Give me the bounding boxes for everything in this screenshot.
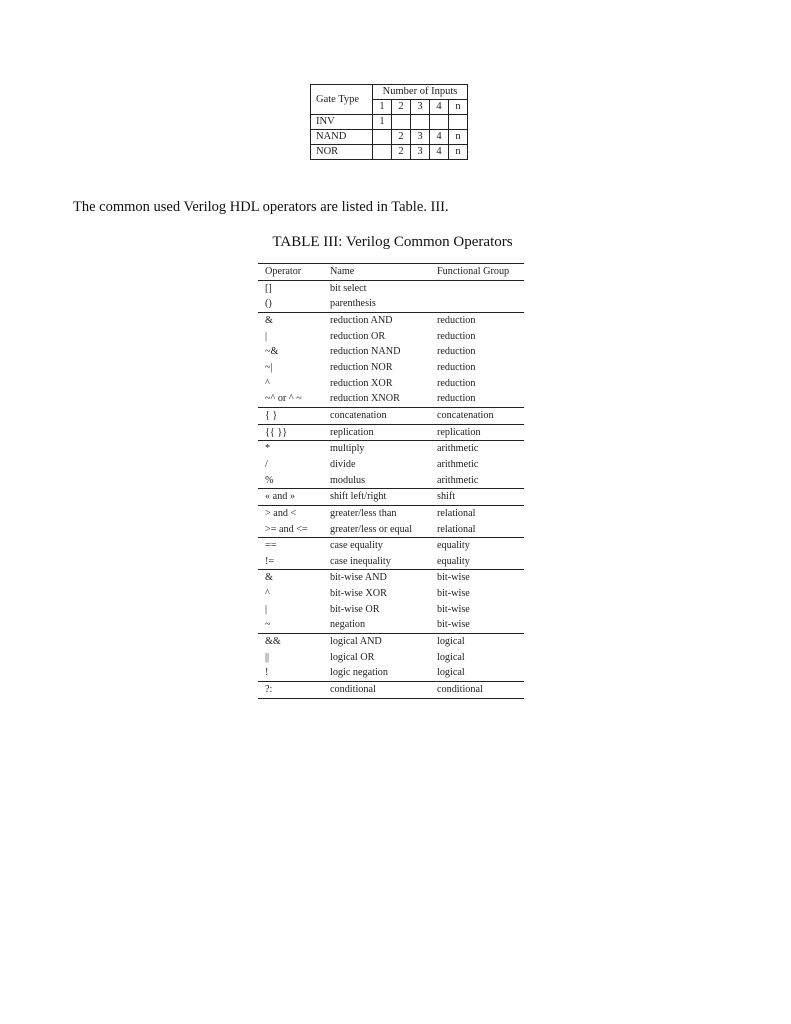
table-row <box>258 489 524 506</box>
gate-table-row <box>311 145 468 160</box>
name-cell: conditional <box>323 682 430 699</box>
operator-cell: ~ <box>258 617 323 633</box>
name-cell: reduction XNOR <box>323 391 430 407</box>
gate-cell <box>430 115 449 130</box>
table-row <box>258 329 524 345</box>
operator-cell: ~& <box>265 346 279 358</box>
operator-cell: / <box>265 458 268 470</box>
name-cell: logic negation <box>323 665 430 681</box>
name-cell: negation <box>323 617 430 633</box>
gate-cell: 2 <box>392 130 411 145</box>
group-cell: conditional <box>430 682 524 699</box>
gate-name: INV <box>311 115 373 130</box>
input-col-header: 4 <box>430 100 449 115</box>
group-cell: arithmetic <box>430 473 524 489</box>
operator-cell: != <box>258 554 323 570</box>
table-row <box>258 554 524 570</box>
table-row <box>258 650 524 666</box>
table-row <box>258 376 524 392</box>
intro-paragraph: The common used Verilog HDL operators are listed in Table. III. <box>73 199 449 215</box>
operator-cell: * <box>265 443 271 455</box>
name-cell: concatenation <box>323 407 430 424</box>
table-row <box>258 473 524 489</box>
group-cell: logical <box>437 636 465 648</box>
operator-cell: ?: <box>258 682 323 699</box>
gate-table-header-row <box>311 85 468 100</box>
group-cell: relational <box>437 507 476 519</box>
name-cell: parenthesis <box>323 296 430 312</box>
name-cell: greater/less or equal <box>323 522 430 538</box>
operator-cell: ~^ or ^ ~ <box>258 391 323 407</box>
column-header-functional-group: Functional Group <box>430 264 524 281</box>
name-cell: bit-wise AND <box>330 572 387 584</box>
table-row <box>258 391 524 407</box>
input-col-header: n <box>449 100 468 115</box>
ops-table-body <box>258 280 524 698</box>
name-cell: greater/less than <box>330 507 397 519</box>
table-row <box>258 312 524 328</box>
gate-cell <box>373 130 392 145</box>
gate-cell <box>373 145 392 160</box>
group-cell: reduction <box>437 314 476 326</box>
operator-cell: ^ <box>265 377 270 389</box>
verilog-operators-table <box>258 263 524 699</box>
gate-table-row <box>311 115 468 130</box>
operator-cell: || <box>265 651 270 663</box>
table-row <box>258 522 524 538</box>
operator-cell: { } <box>258 407 323 424</box>
table-caption-text: TABLE III: Verilog Common Operators <box>272 234 513 250</box>
group-cell: reduction <box>430 391 524 407</box>
gate-cell <box>392 115 411 130</box>
group-cell: reduction <box>437 330 476 342</box>
gate-cell: n <box>449 130 468 145</box>
input-col-header: 1 <box>373 100 392 115</box>
operator-cell: == <box>265 540 277 552</box>
table-row <box>258 424 524 441</box>
table-row <box>258 538 524 554</box>
group-cell: equality <box>430 554 524 570</box>
gate-cell: 2 <box>392 145 411 160</box>
operator-cell: () <box>258 296 323 312</box>
table-row <box>258 570 524 586</box>
group-cell: logical <box>437 651 465 663</box>
name-cell: reduction NOR <box>330 361 393 373</box>
table-row <box>258 441 524 457</box>
group-cell: arithmetic <box>437 443 479 455</box>
group-cell: bit-wise <box>437 572 470 584</box>
column-header-operator: Operator <box>258 264 323 281</box>
gate-type-header: Gate Type <box>311 85 373 115</box>
table-row <box>258 344 524 360</box>
group-cell: bit-wise <box>437 603 470 615</box>
group-cell: arithmetic <box>437 458 479 470</box>
table-row <box>258 665 524 681</box>
table-row <box>258 457 524 473</box>
name-cell: bit-wise OR <box>330 603 380 615</box>
operator-cell: && <box>265 636 281 648</box>
table-row <box>258 634 524 650</box>
operator-cell: [] <box>265 282 272 294</box>
operator-cell: > and < <box>265 507 297 519</box>
group-cell: shift <box>430 489 524 506</box>
operator-cell: ! <box>258 665 323 681</box>
group-cell: equality <box>437 540 470 552</box>
gate-cell: 1 <box>373 115 392 130</box>
table-row <box>258 617 524 633</box>
ops-header-row <box>258 264 524 281</box>
column-header-name: Name <box>323 264 430 281</box>
table-row <box>258 280 524 296</box>
group-cell: reduction <box>437 361 476 373</box>
input-col-header: 3 <box>411 100 430 115</box>
name-cell: reduction NAND <box>330 346 401 358</box>
table-row <box>258 682 524 699</box>
operator-cell: | <box>265 330 268 342</box>
group-cell: reduction <box>437 377 476 389</box>
table-row <box>258 586 524 602</box>
name-cell: replication <box>323 424 430 441</box>
group-cell: relational <box>430 522 524 538</box>
group-cell <box>430 280 524 296</box>
group-cell: bit-wise <box>437 588 470 600</box>
name-cell: divide <box>330 458 356 470</box>
gate-table-row <box>311 130 468 145</box>
operator-cell: « and » <box>258 489 323 506</box>
name-cell: modulus <box>323 473 430 489</box>
gate-cell <box>449 115 468 130</box>
table-row <box>258 360 524 376</box>
gate-type-table <box>310 84 468 160</box>
group-cell: reduction <box>437 346 476 358</box>
gate-cell: n <box>449 145 468 160</box>
name-cell: bit select <box>330 282 367 294</box>
gate-cell: 4 <box>430 145 449 160</box>
group-cell: logical <box>430 665 524 681</box>
table-caption <box>0 234 791 251</box>
name-cell: multiply <box>330 443 365 455</box>
gate-cell: 4 <box>430 130 449 145</box>
name-cell: logical OR <box>330 651 375 663</box>
operator-cell: ^ <box>265 588 270 600</box>
operator-cell: {{ }} <box>258 424 323 441</box>
operator-cell: | <box>265 603 268 615</box>
gate-name: NAND <box>311 130 373 145</box>
table-row <box>258 602 524 618</box>
operator-cell: % <box>258 473 323 489</box>
name-cell: logical AND <box>330 636 382 648</box>
name-cell: case equality <box>330 540 383 552</box>
gate-cell: 3 <box>411 145 430 160</box>
operator-cell: >= and <= <box>258 522 323 538</box>
operator-cell: & <box>265 314 273 326</box>
gate-cell <box>411 115 430 130</box>
table-row <box>258 296 524 312</box>
table-row <box>258 505 524 521</box>
group-cell: replication <box>430 424 524 441</box>
group-cell <box>430 296 524 312</box>
name-cell: reduction OR <box>330 330 386 342</box>
gate-name: NOR <box>311 145 373 160</box>
group-cell: bit-wise <box>430 617 524 633</box>
group-cell: concatenation <box>430 407 524 424</box>
gate-cell: 3 <box>411 130 430 145</box>
name-cell: bit-wise XOR <box>330 588 387 600</box>
number-of-inputs-header: Number of Inputs <box>373 85 468 100</box>
name-cell: case inequality <box>323 554 430 570</box>
operator-cell: ~| <box>265 361 273 373</box>
name-cell: shift left/right <box>323 489 430 506</box>
operator-cell: & <box>265 572 273 584</box>
name-cell: reduction XOR <box>330 377 393 389</box>
input-col-header: 2 <box>392 100 411 115</box>
table-row <box>258 407 524 424</box>
name-cell: reduction AND <box>330 314 393 326</box>
